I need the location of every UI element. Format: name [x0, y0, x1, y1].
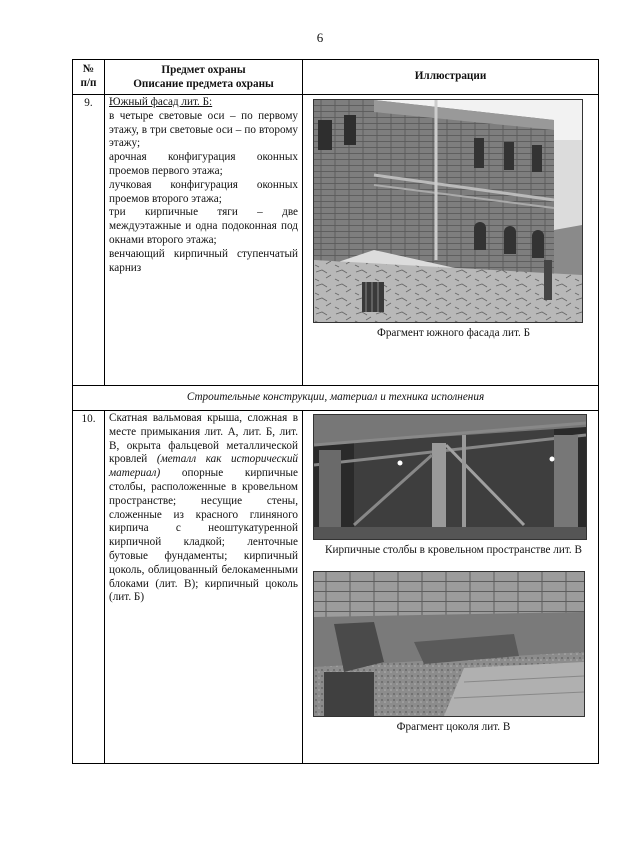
facade-title: Южный фасад лит. Б: — [109, 96, 213, 108]
page-number: 6 — [316, 30, 324, 45]
table-row — [73, 95, 599, 386]
photo-caption: Фрагмент цоколя лит. В — [396, 721, 511, 733]
south-facade-photo — [313, 99, 583, 323]
protection-table — [72, 59, 599, 764]
row-illustration — [303, 411, 599, 764]
header-subject-cell — [105, 60, 303, 95]
table-header-row — [73, 60, 599, 95]
header-number-symbol: № — [82, 63, 95, 76]
description-line: три кирпичные тяги – две междуэтажные и одна подоконная под окнами второго этажа; — [109, 206, 298, 246]
description-text: Скатная вальмовая крыша, сложная в месте примыкания лит. А, лит. Б, лит. В, окрыта фальцевой металлической кровлей — [109, 412, 298, 466]
description-line: лучковая конфигурация оконных проемов второго этажа; — [109, 178, 298, 205]
row-number: 9. — [73, 95, 105, 386]
row-illustration — [303, 95, 599, 386]
description-line: в четыре световые оси – по первому этажу, в три световые оси – по второму этажу; — [109, 109, 298, 150]
header-illustrations: Иллюстрации — [303, 60, 599, 95]
description-text: опорные кирпичные столбы, расположенные в кровельном пространстве; несущие стены, сложенные из красного глиняного кирпича с неоштукатуренной кирпичной кладкой; ленточные бутовые фундаменты; кирпичный цоколь, облицованный белокаменными блоками (лит. В); кирпичный цоколь (лит. Б) — [109, 467, 298, 604]
row-description — [105, 411, 303, 764]
section-title: Строительные конструкции, материал и техника исполнения — [73, 386, 599, 411]
header-subject: Предмет охраны — [161, 64, 246, 76]
photo-caption: Кирпичные столбы в кровельном пространстве лит. В — [325, 544, 582, 556]
description-line: венчающий кирпичный ступенчатый карниз — [109, 247, 298, 274]
row-description — [105, 95, 303, 386]
plinth-photo — [313, 571, 585, 717]
header-number-abbr: п/п — [80, 77, 97, 89]
description-italic-note: (металл как исторический материал) — [109, 453, 299, 480]
row-number: 10. — [73, 411, 105, 764]
table-row — [73, 411, 599, 764]
header-subject-description: Описание предмета охраны — [133, 78, 274, 90]
photo-caption: Фрагмент южного фасада лит. Б — [376, 327, 531, 339]
attic-pillars-photo — [313, 414, 587, 540]
section-heading-row — [73, 386, 599, 411]
description-line: арочная конфигурация оконных проемов первого этажа; — [109, 151, 298, 177]
header-number-cell — [73, 60, 105, 95]
